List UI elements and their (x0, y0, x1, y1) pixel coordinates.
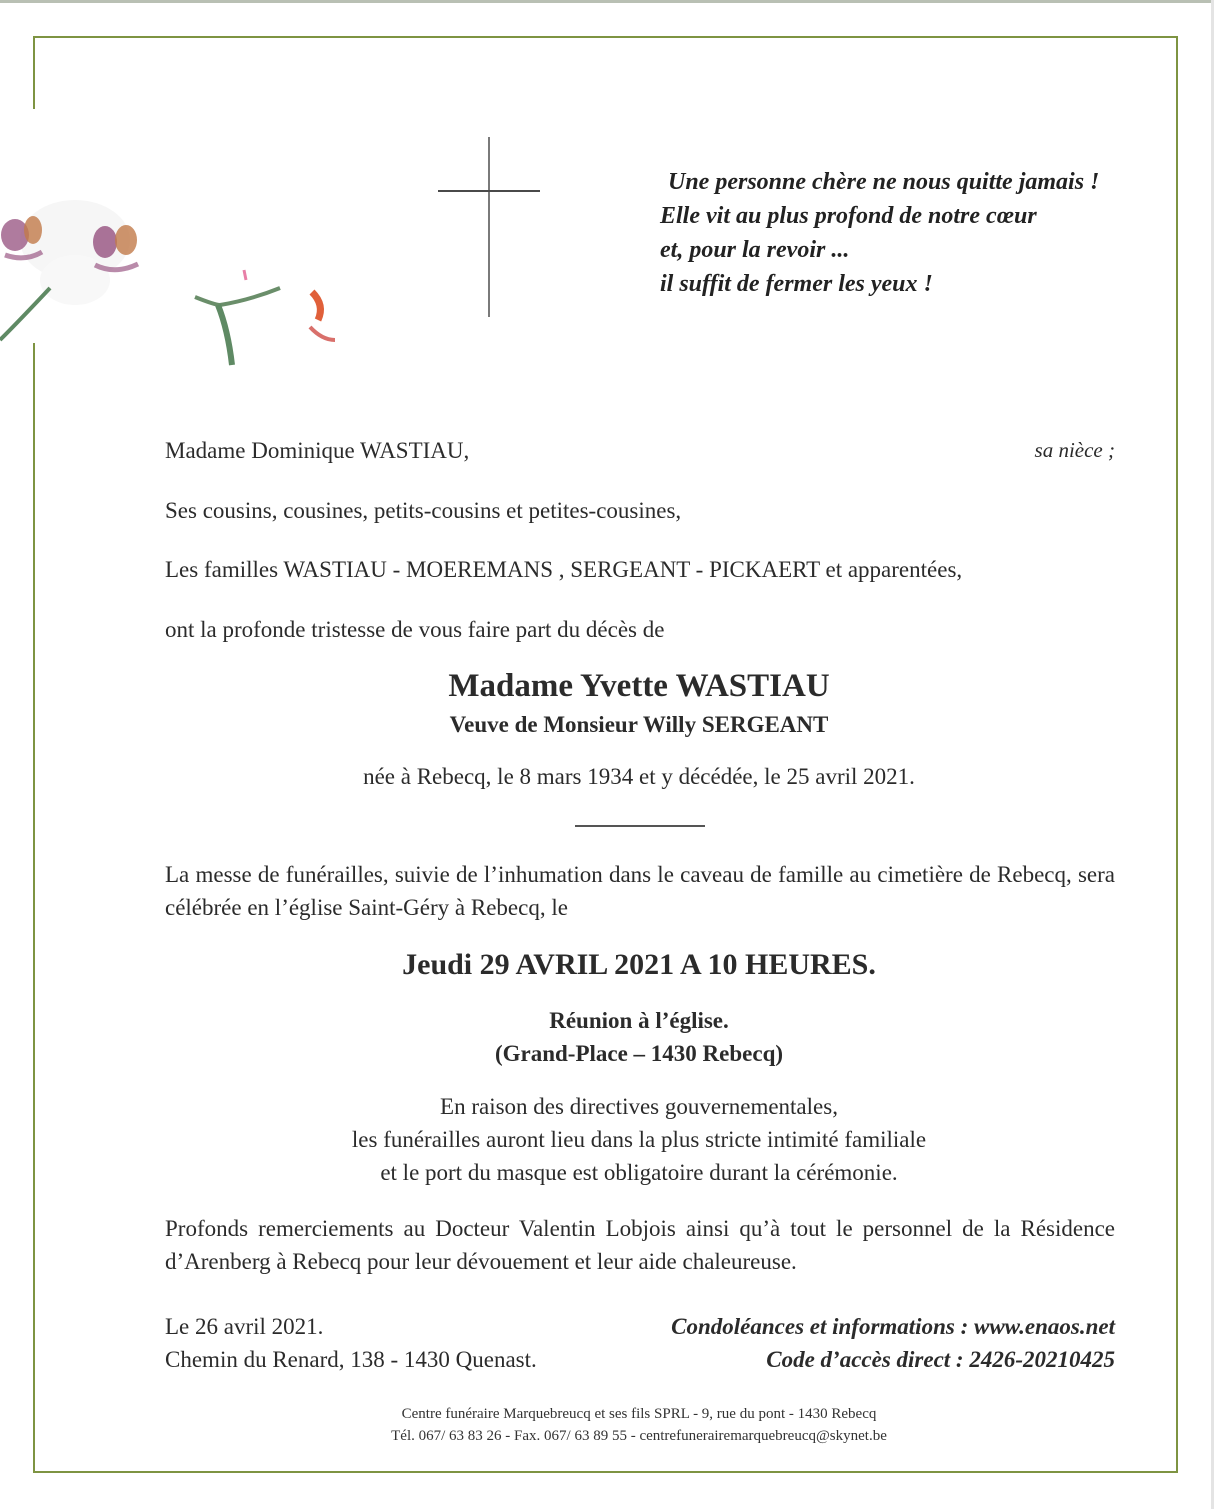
funeral-description: La messe de funérailles, suivie de l’inhumation dans le caveau de famille au cimetière de Rebecq, sera célébrée en l’église Saint-Géry à Rebecq, le (165, 862, 1115, 920)
frame-left-upper (33, 36, 35, 109)
families-line: Les familles WASTIAU - MOEREMANS , SERGEANT - PICKAERT et apparentées, (165, 557, 963, 582)
deceased-dates: née à Rebecq, le 8 mars 1934 et y décédée, le 25 avril 2021. (363, 764, 915, 789)
access-code: Code d’accès direct : 2426-20210425 (766, 1347, 1115, 1372)
church-address: (Grand-Place – 1430 Rebecq) (494, 1041, 784, 1066)
poem-line: et, pour la revoir ... (660, 237, 850, 263)
thanks-paragraph: Profonds remerciements au Docteur Valentin Lobjois ainsi qu’à tout le personnel de la Résidence d’Arenberg à Rebecq pour leur dévouement et leur aide chaleureuse. (165, 1216, 1115, 1274)
condolences-link[interactable]: Condoléances et informations : www.enaos.net (671, 1314, 1115, 1339)
orchid-flower-illustration (0, 180, 360, 380)
separator-line (575, 825, 705, 827)
poem-line: il suffit de fermer les yeux ! (660, 271, 933, 297)
notice-line: les funérailles auront lieu dans la plus stricte intimité familiale (351, 1127, 927, 1152)
notice-line: et le port du masque est obligatoire durant la cérémonie. (380, 1160, 898, 1185)
niece-name: Madame Dominique WASTIAU, (165, 438, 470, 463)
deceased-name: Madame Yvette WASTIAU (448, 668, 830, 704)
frame-right (1176, 36, 1178, 1473)
scan-top-edge (0, 0, 1214, 3)
footer-contact: Tél. 067/ 63 83 26 - Fax. 067/ 63 89 55 - centrefunerairemarquebreucq@skynet.be (391, 1428, 887, 1444)
notice-line: En raison des directives gouvernementales, (440, 1094, 838, 1119)
poem-line: Une personne chère ne nous quitte jamais ! (668, 169, 1100, 195)
intro-line: ont la profonde tristesse de vous faire part du décès de (165, 617, 665, 642)
closing-address: Chemin du Renard, 138 - 1430 Quenast. (165, 1347, 537, 1372)
deceased-subtitle: Veuve de Monsieur Willy SERGEANT (449, 712, 829, 737)
frame-top (33, 36, 1178, 38)
closing-date: Le 26 avril 2021. (165, 1314, 324, 1339)
cross-vertical-bar (488, 137, 490, 317)
cousins-line: Ses cousins, cousines, petits-cousins et petites-cousines, (165, 498, 682, 523)
ceremony-datetime: Jeudi 29 AVRIL 2021 A 10 HEURES. (402, 948, 876, 981)
niece-relation: sa nièce ; (1034, 438, 1115, 462)
meeting-place: Réunion à l’église. (549, 1008, 729, 1033)
footer-company: Centre funéraire Marquebreucq et ses fils SPRL - 9, rue du pont - 1430 Rebecq (401, 1406, 877, 1422)
poem (660, 165, 1099, 301)
frame-left-lower (33, 343, 35, 1473)
frame-bottom (33, 1471, 1178, 1473)
cross-horizontal-bar (438, 190, 540, 192)
poem-line: Elle vit au plus profond de notre cœur (660, 203, 1037, 229)
